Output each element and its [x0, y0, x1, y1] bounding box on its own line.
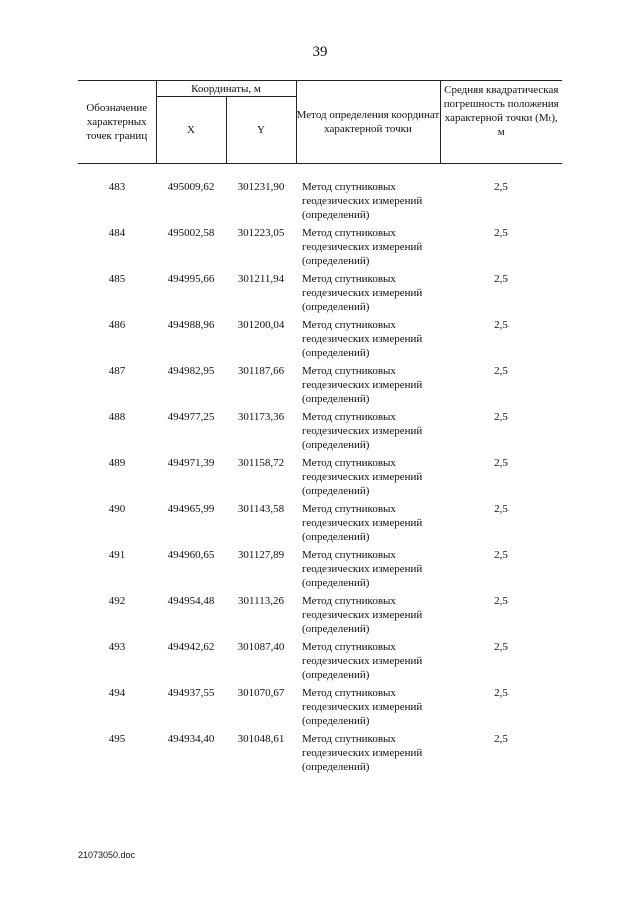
cell-y: 301127,89: [237, 549, 285, 561]
table-row: [78, 502, 562, 548]
cell-x: 494982,95: [167, 365, 215, 377]
cell-point-id: 485: [108, 273, 126, 285]
cell-error: 2,5: [494, 687, 508, 699]
cell-x: 494934,40: [167, 733, 215, 745]
cell-point-id: 483: [108, 181, 126, 193]
cell-y: 301143,58: [237, 503, 285, 515]
cell-error: 2,5: [494, 595, 508, 607]
cell-error: 2,5: [494, 457, 508, 469]
cell-x: 495002,58: [167, 227, 215, 239]
cell-x: 494937,55: [167, 687, 215, 699]
cell-y: 301158,72: [237, 457, 285, 469]
cell-error: 2,5: [494, 733, 508, 745]
cell-x: 494960,65: [167, 549, 215, 561]
header-x: X: [156, 97, 226, 164]
cell-error: 2,5: [494, 181, 508, 193]
cell-x: 494954,48: [167, 595, 215, 607]
cell-point-id: 493: [108, 641, 126, 653]
cell-error: 2,5: [494, 411, 508, 423]
cell-y: 301200,04: [237, 319, 285, 331]
table-row: [78, 410, 562, 456]
cell-x: 494942,62: [167, 641, 215, 653]
table-row: [78, 594, 562, 640]
cell-point-id: 495: [108, 733, 126, 745]
cell-error: 2,5: [494, 319, 508, 331]
cell-method: Метод спутниковых геодезических измерений (определений): [302, 733, 423, 773]
table-row: [78, 548, 562, 594]
cell-method: Метод спутниковых геодезических измерений (определений): [302, 503, 423, 543]
table-row: [78, 640, 562, 686]
cell-method: Метод спутниковых геодезических измерений (определений): [302, 457, 423, 497]
cell-x: 494995,66: [167, 273, 215, 285]
cell-point-id: 488: [108, 411, 126, 423]
footer-filename: 21073050.doc: [78, 850, 136, 860]
cell-method: Метод спутниковых геодезических измерений (определений): [302, 549, 423, 589]
cell-y: 301187,66: [237, 365, 285, 377]
page-number: 39: [312, 44, 328, 60]
cell-point-id: 490: [108, 503, 126, 515]
cell-x: 494977,25: [167, 411, 215, 423]
cell-method: Метод спутниковых геодезических измерений (определений): [302, 595, 423, 635]
cell-point-id: 486: [108, 319, 126, 331]
cell-error: 2,5: [494, 549, 508, 561]
cell-method: Метод спутниковых геодезических измерений (определений): [302, 687, 423, 727]
table-row: [78, 318, 562, 364]
table-row: [78, 686, 562, 732]
cell-x: 495009,62: [167, 181, 215, 193]
cell-y: 301173,36: [237, 411, 285, 423]
cell-method: Метод спутниковых геодезических измерений (определений): [302, 273, 423, 313]
table-header: [78, 81, 562, 164]
table-row: [78, 364, 562, 410]
cell-x: 494965,99: [167, 503, 215, 515]
cell-point-id: 494: [108, 687, 126, 699]
cell-y: 301113,26: [238, 595, 284, 607]
cell-method: Метод спутниковых геодезических измерений (определений): [302, 365, 423, 405]
cell-y: 301211,94: [237, 273, 285, 285]
cell-point-id: 484: [108, 227, 126, 239]
cell-method: Метод спутниковых геодезических измерений (определений): [302, 641, 423, 681]
header-rule: [78, 164, 562, 181]
coordinates-table: [78, 80, 562, 778]
header-coordinates: Координаты, м: [156, 81, 296, 97]
cell-y: 301070,67: [237, 687, 285, 699]
cell-point-id: 487: [108, 365, 126, 377]
table-row: [78, 180, 562, 226]
cell-point-id: 489: [108, 457, 126, 469]
header-point-id: Обозначение характерных точек границ: [78, 81, 156, 164]
header-error: Средняя квадратическая погрешность положения характерной точки (Mₜ), м: [440, 81, 562, 164]
cell-point-id: 492: [108, 595, 126, 607]
cell-x: 494971,39: [167, 457, 215, 469]
table-row: [78, 456, 562, 502]
cell-y: 301223,05: [237, 227, 285, 239]
header-y: Y: [226, 97, 296, 164]
cell-error: 2,5: [494, 641, 508, 653]
table-row: [78, 272, 562, 318]
cell-error: 2,5: [494, 227, 508, 239]
cell-y: 301231,90: [237, 181, 285, 193]
cell-error: 2,5: [494, 365, 508, 377]
cell-point-id: 491: [108, 549, 126, 561]
cell-error: 2,5: [494, 503, 508, 515]
cell-y: 301087,40: [237, 641, 285, 653]
table-row: [78, 226, 562, 272]
header-method: Метод определения координат характерной точки: [296, 81, 440, 164]
cell-method: Метод спутниковых геодезических измерений (определений): [302, 411, 423, 451]
cell-method: Метод спутниковых геодезических измерений (определений): [302, 181, 423, 221]
cell-method: Метод спутниковых геодезических измерений (определений): [302, 319, 423, 359]
cell-error: 2,5: [494, 273, 508, 285]
cell-y: 301048,61: [237, 733, 285, 745]
table-row: [78, 732, 562, 778]
table-body: [78, 164, 562, 779]
cell-x: 494988,96: [167, 319, 215, 331]
cell-method: Метод спутниковых геодезических измерений (определений): [302, 227, 423, 267]
